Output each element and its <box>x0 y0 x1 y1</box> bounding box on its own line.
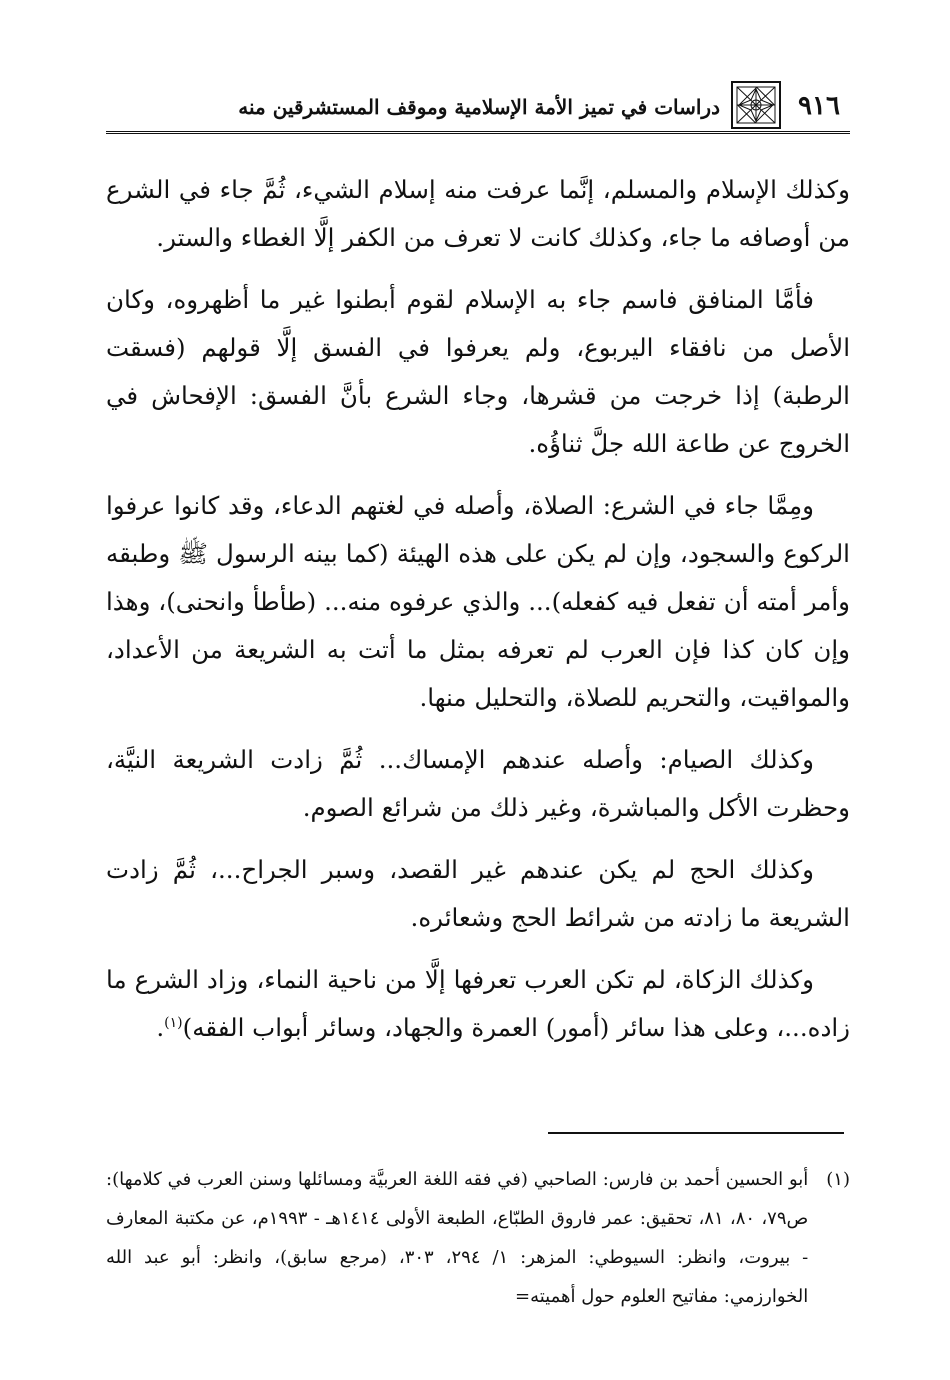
paragraph: وكذلك الإسلام والمسلم، إنَّما عرفت منه إسلام الشيء، ثُمَّ جاء في الشرع من أوصافه ما جاء، وكذلك كانت لا تعرف من الكفر إلَّا الغطاء والستر. <box>106 175 850 252</box>
page-number: ٩١٦ <box>798 91 840 121</box>
paragraph-last <box>106 956 850 1052</box>
paragraph: فأمَّا المنافق فاسم جاء به الإسلام لقوم أبطنوا غير ما أظهروه، وكان الأصل من نافقاء اليربوع، ولم يعرفوا في الفسق إلَّا قولهم (فسقت الرطبة) إذا خرجت من قشرها، وجاء الشرع بأنَّ الفسق: الإفحاش في الخروج عن طاعة الله جلَّ ثناؤُه. <box>106 285 850 458</box>
footnote-reference[interactable]: (١) <box>164 1014 183 1031</box>
paragraph-end: . <box>156 1013 165 1042</box>
main-text <box>106 166 850 1066</box>
ornament-icon <box>730 80 782 130</box>
footnotes <box>106 1160 850 1316</box>
paragraph: وكذلك الحج لم يكن عندهم غير القصد، وسبر الجراح...، ثُمَّ زادت الشريعة ما زادته من شرائط الحج وشعائره. <box>106 855 850 932</box>
footnote-separator <box>548 1132 844 1134</box>
paragraph: وكذلك الصيام: وأصله عندهم الإمساك... ثُمَّ زادت الشريعة النيَّة، وحظرت الأكل والمباشرة، وغير ذلك من شرائع الصوم. <box>106 745 850 822</box>
footnote-text: أبو الحسين أحمد بن فارس: الصاحبي (في فقه اللغة العربيَّة ومسائلها وسنن العرب في كلامها): ص٧٩، ٨٠، ٨١، تحقيق: عمر فاروق الطبّاع، الطبعة الأولى ١٤١٤هـ - ١٩٩٣م، عن مكتبة المعارف - بيروت، وانظر: السيوطي: المزهر: ١/ ٢٩٤، ٣٠٣، (مرجع سابق)، وانظر: أبو عبد الله الخوارزمي: مفاتيح العلوم حول أهميته= <box>106 1169 809 1307</box>
paragraph: ومِمَّا جاء في الشرع: الصلاة، وأصله في لغتهم الدعاء، وقد كانوا عرفوا الركوع والسجود، وإن لم يكن على هذه الهيئة (كما بينه الرسول ﷺ وطبقه وأمر أمته أن تفعل فيه كفعله)... والذي عرفوه منه... (طأطأ وانحنى)، وهذا وإن كان كذا فإن العرب لم تعرفه بمثل ما أتت به الشريعة من الأعداد، والمواقيت، والتحريم للصلاة، والتحليل منها. <box>106 491 850 712</box>
paragraph-text: وكذلك الزكاة، لم تكن العرب تعرفها إلَّا من ناحية النماء، وزاد الشرع ما زاده...، وعلى هذا سائر (أمور) العمرة والجهاد، وسائر أبواب الفقه) <box>106 965 850 1042</box>
running-title: دراسات في تميز الأمة الإسلامية وموقف المستشرقين منه <box>238 95 720 119</box>
page-header <box>106 78 850 134</box>
header-rule <box>106 131 850 134</box>
footnote-item <box>106 1160 850 1316</box>
footnote-marker: (١) <box>826 1169 850 1190</box>
